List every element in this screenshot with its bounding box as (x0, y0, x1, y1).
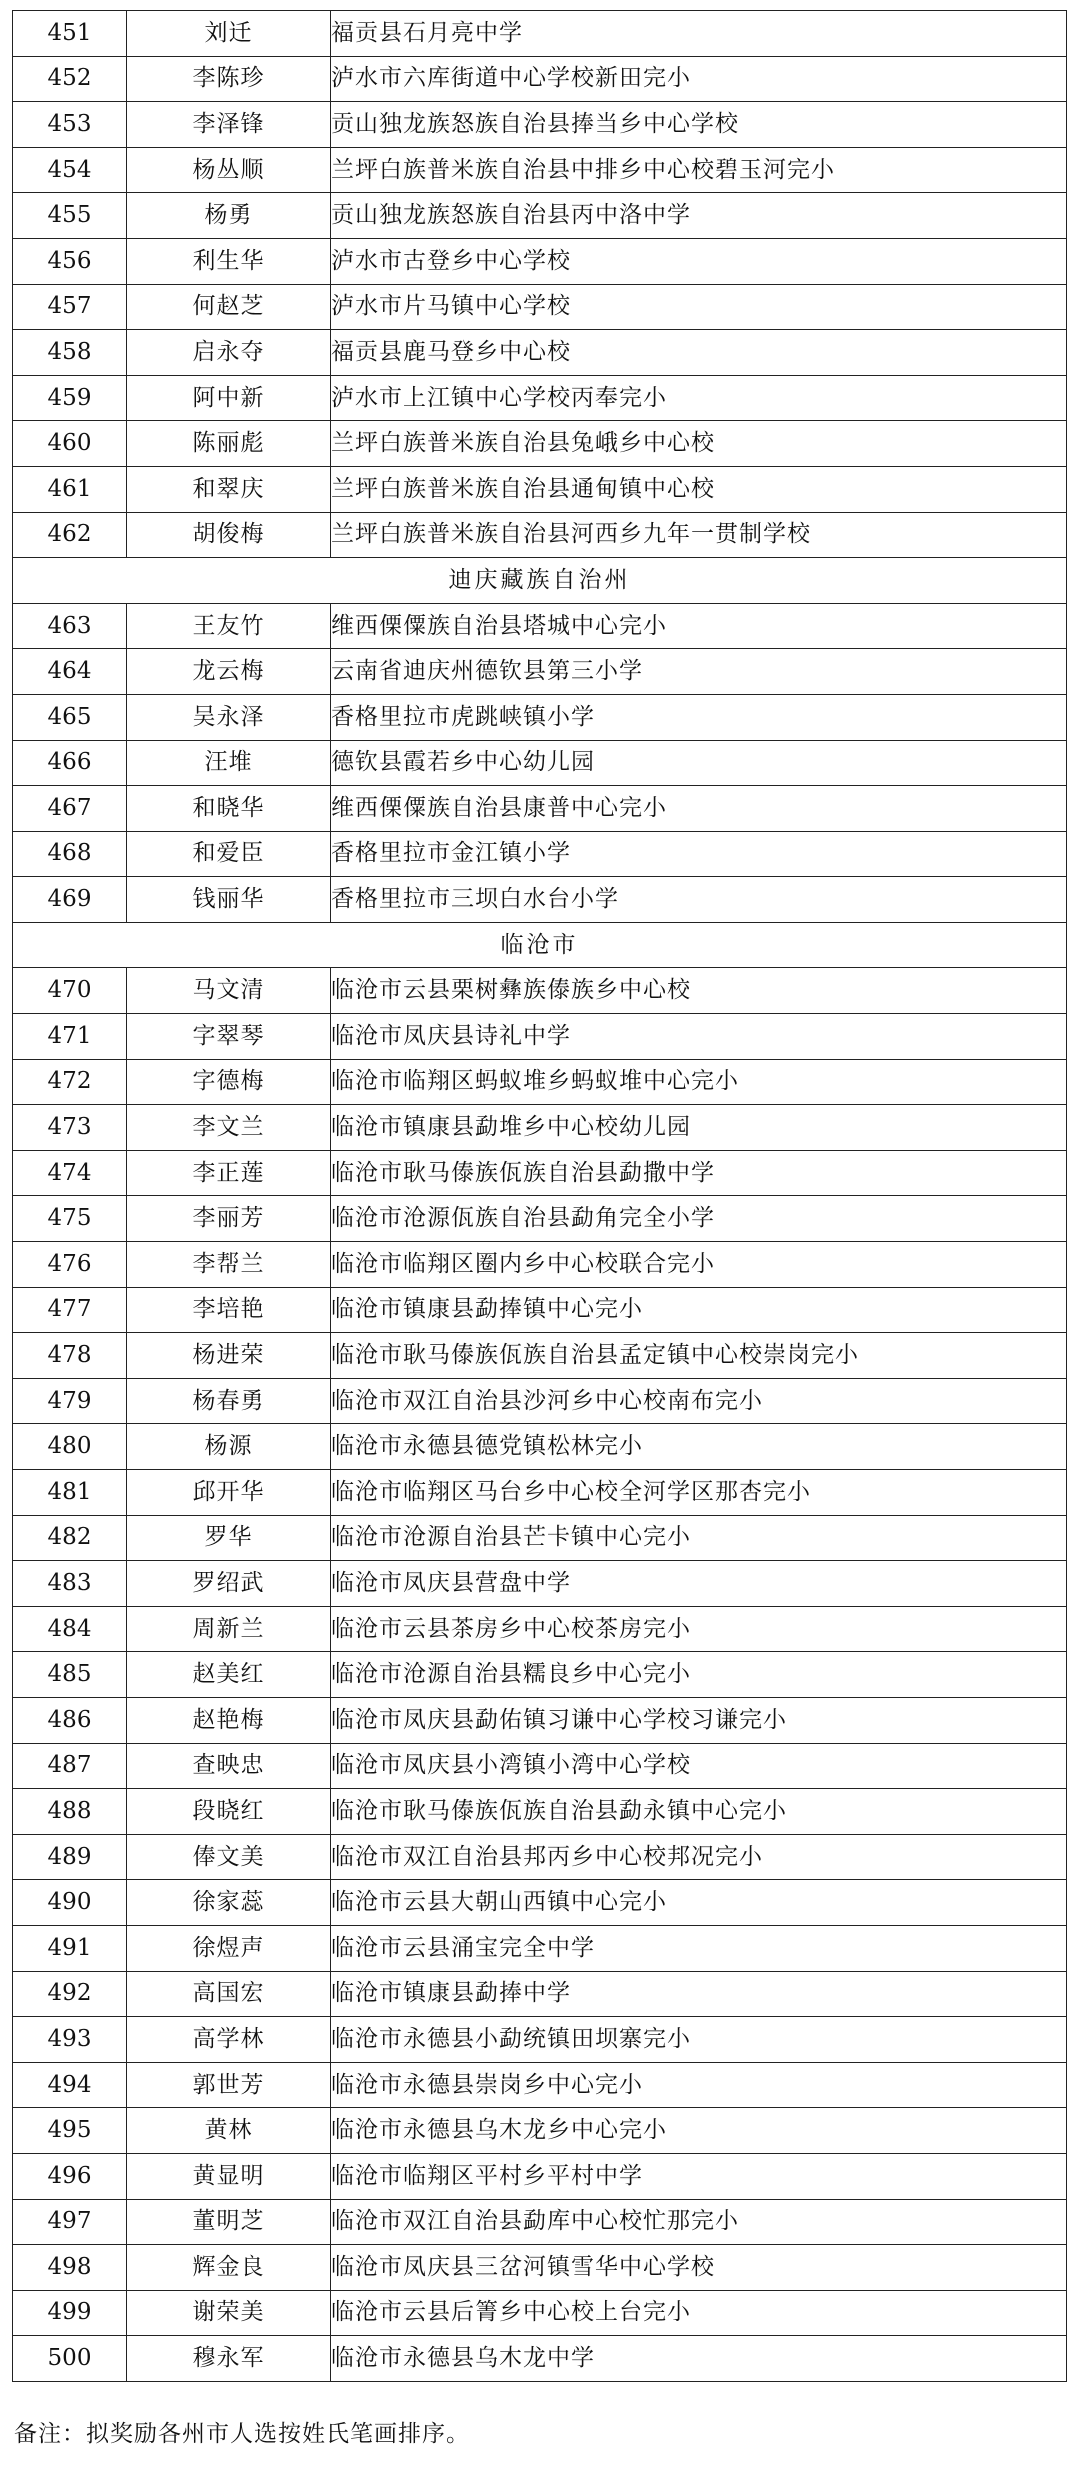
school-name: 临沧市永德县崇岗乡中心完小 (331, 2062, 1067, 2108)
row-number: 488 (13, 1789, 127, 1835)
person-name: 董明芝 (127, 2199, 331, 2245)
table-row (13, 421, 1067, 467)
school-name: 临沧市沧源自治县芒卡镇中心完小 (331, 1515, 1067, 1561)
person-name: 陈丽彪 (127, 421, 331, 467)
table-row (13, 147, 1067, 193)
table-row (13, 512, 1067, 558)
row-number: 485 (13, 1652, 127, 1698)
person-name: 李文兰 (127, 1105, 331, 1151)
person-name: 罗绍武 (127, 1561, 331, 1607)
person-name: 胡俊梅 (127, 512, 331, 558)
row-number: 451 (13, 11, 127, 57)
table-row (13, 740, 1067, 786)
row-number: 460 (13, 421, 127, 467)
person-name: 启永夺 (127, 330, 331, 376)
row-number: 497 (13, 2199, 127, 2245)
row-number: 464 (13, 649, 127, 695)
table-row (13, 375, 1067, 421)
person-name: 王友竹 (127, 603, 331, 649)
table-row (13, 102, 1067, 148)
table-row (13, 1925, 1067, 1971)
person-name: 利生华 (127, 238, 331, 284)
row-number: 479 (13, 1378, 127, 1424)
row-number: 486 (13, 1697, 127, 1743)
table-row (13, 284, 1067, 330)
school-name: 维西傈僳族自治县康普中心完小 (331, 786, 1067, 832)
school-name: 临沧市凤庆县小湾镇小湾中心学校 (331, 1743, 1067, 1789)
person-name: 赵艳梅 (127, 1697, 331, 1743)
school-name: 临沧市云县涌宝完全中学 (331, 1925, 1067, 1971)
row-number: 474 (13, 1150, 127, 1196)
school-name: 临沧市沧源自治县糯良乡中心完小 (331, 1652, 1067, 1698)
row-number: 458 (13, 330, 127, 376)
person-name: 郭世芳 (127, 2062, 331, 2108)
person-name: 高国宏 (127, 1971, 331, 2017)
school-name: 临沧市凤庆县诗礼中学 (331, 1014, 1067, 1060)
row-number: 468 (13, 831, 127, 877)
table-row (13, 1515, 1067, 1561)
row-number: 493 (13, 2017, 127, 2063)
person-name: 杨源 (127, 1424, 331, 1470)
school-name: 泸水市古登乡中心学校 (331, 238, 1067, 284)
person-name: 高学林 (127, 2017, 331, 2063)
table-row (13, 1652, 1067, 1698)
table-row (13, 694, 1067, 740)
table-row (13, 1333, 1067, 1379)
person-name: 俸文美 (127, 1834, 331, 1880)
row-number: 496 (13, 2153, 127, 2199)
table-row (13, 1014, 1067, 1060)
person-name: 吴永泽 (127, 694, 331, 740)
school-name: 香格里拉市三坝白水台小学 (331, 877, 1067, 923)
table-row (13, 1561, 1067, 1607)
row-number: 491 (13, 1925, 127, 1971)
person-name: 李正莲 (127, 1150, 331, 1196)
person-name: 何赵芝 (127, 284, 331, 330)
person-name: 李泽锋 (127, 102, 331, 148)
school-name: 临沧市临翔区蚂蚁堆乡蚂蚁堆中心完小 (331, 1059, 1067, 1105)
row-number: 470 (13, 968, 127, 1014)
school-name: 临沧市双江自治县邦丙乡中心校邦况完小 (331, 1834, 1067, 1880)
region-name: 临沧市 (13, 922, 1067, 968)
table-row (13, 2017, 1067, 2063)
table-row (13, 466, 1067, 512)
row-number: 454 (13, 147, 127, 193)
person-name: 钱丽华 (127, 877, 331, 923)
row-number: 453 (13, 102, 127, 148)
row-number: 500 (13, 2336, 127, 2382)
school-name: 香格里拉市金江镇小学 (331, 831, 1067, 877)
person-name: 谢荣美 (127, 2290, 331, 2336)
row-number: 455 (13, 193, 127, 239)
row-number: 478 (13, 1333, 127, 1379)
table-row (13, 1697, 1067, 1743)
school-name: 泸水市上江镇中心学校丙奉完小 (331, 375, 1067, 421)
row-number: 495 (13, 2108, 127, 2154)
school-name: 临沧市临翔区圈内乡中心校联合完小 (331, 1242, 1067, 1288)
row-number: 471 (13, 1014, 127, 1060)
table-row (13, 1105, 1067, 1151)
school-name: 临沧市镇康县勐堆乡中心校幼儿园 (331, 1105, 1067, 1151)
table-row (13, 831, 1067, 877)
person-name: 杨勇 (127, 193, 331, 239)
row-number: 465 (13, 694, 127, 740)
school-name: 临沧市沧源佤族自治县勐角完全小学 (331, 1196, 1067, 1242)
table-row (13, 1196, 1067, 1242)
table-row (13, 193, 1067, 239)
person-name: 杨春勇 (127, 1378, 331, 1424)
table-row (13, 1834, 1067, 1880)
school-name: 临沧市永德县小勐统镇田坝寨完小 (331, 2017, 1067, 2063)
row-number: 476 (13, 1242, 127, 1288)
table-row (13, 786, 1067, 832)
table-row (13, 1242, 1067, 1288)
table-row (13, 11, 1067, 57)
school-name: 临沧市耿马傣族佤族自治县孟定镇中心校崇岗完小 (331, 1333, 1067, 1379)
school-name: 云南省迪庆州德钦县第三小学 (331, 649, 1067, 695)
school-name: 贡山独龙族怒族自治县丙中洛中学 (331, 193, 1067, 239)
school-name: 泸水市六库街道中心学校新田完小 (331, 56, 1067, 102)
table-row (13, 2290, 1067, 2336)
school-name: 福贡县鹿马登乡中心校 (331, 330, 1067, 376)
school-name: 泸水市片马镇中心学校 (331, 284, 1067, 330)
region-header-row (13, 558, 1067, 604)
table-row (13, 1378, 1067, 1424)
school-name: 临沧市永德县乌木龙乡中心完小 (331, 2108, 1067, 2154)
row-number: 475 (13, 1196, 127, 1242)
school-name: 临沧市凤庆县营盘中学 (331, 1561, 1067, 1607)
school-name: 临沧市临翔区平村乡平村中学 (331, 2153, 1067, 2199)
table-row (13, 1424, 1067, 1470)
person-name: 杨进荣 (127, 1333, 331, 1379)
school-name: 临沧市云县后箐乡中心校上台完小 (331, 2290, 1067, 2336)
row-number: 462 (13, 512, 127, 558)
person-name: 和晓华 (127, 786, 331, 832)
row-number: 452 (13, 56, 127, 102)
school-name: 临沧市凤庆县勐佑镇习谦中心学校习谦完小 (331, 1697, 1067, 1743)
person-name: 段晓红 (127, 1789, 331, 1835)
row-number: 494 (13, 2062, 127, 2108)
person-name: 李丽芳 (127, 1196, 331, 1242)
row-number: 473 (13, 1105, 127, 1151)
person-name: 黄林 (127, 2108, 331, 2154)
row-number: 459 (13, 375, 127, 421)
table-row (13, 968, 1067, 1014)
row-number: 461 (13, 466, 127, 512)
roster-body (13, 11, 1067, 2382)
row-number: 492 (13, 1971, 127, 2017)
row-number: 463 (13, 603, 127, 649)
person-name: 马文清 (127, 968, 331, 1014)
person-name: 辉金良 (127, 2245, 331, 2291)
school-name: 临沧市双江自治县沙河乡中心校南布完小 (331, 1378, 1067, 1424)
person-name: 和爱臣 (127, 831, 331, 877)
table-row (13, 1971, 1067, 2017)
table-row (13, 238, 1067, 284)
school-name: 临沧市镇康县勐捧中学 (331, 1971, 1067, 2017)
table-row (13, 1880, 1067, 1926)
person-name: 李陈珍 (127, 56, 331, 102)
row-number: 498 (13, 2245, 127, 2291)
school-name: 德钦县霞若乡中心幼儿园 (331, 740, 1067, 786)
school-name: 临沧市双江自治县勐库中心校忙那完小 (331, 2199, 1067, 2245)
person-name: 徐煜声 (127, 1925, 331, 1971)
person-name: 邱开华 (127, 1470, 331, 1516)
row-number: 489 (13, 1834, 127, 1880)
school-name: 临沧市镇康县勐捧镇中心完小 (331, 1287, 1067, 1333)
table-row (13, 1606, 1067, 1652)
person-name: 字翠琴 (127, 1014, 331, 1060)
table-row (13, 877, 1067, 923)
table-row (13, 2336, 1067, 2382)
region-name: 迪庆藏族自治州 (13, 558, 1067, 604)
table-row (13, 2062, 1067, 2108)
school-name: 临沧市云县茶房乡中心校茶房完小 (331, 1606, 1067, 1652)
table-row (13, 649, 1067, 695)
school-name: 兰坪白族普米族自治县兔峨乡中心校 (331, 421, 1067, 467)
row-number: 487 (13, 1743, 127, 1789)
school-name: 临沧市永德县乌木龙中学 (331, 2336, 1067, 2382)
row-number: 469 (13, 877, 127, 923)
person-name: 杨丛顺 (127, 147, 331, 193)
school-name: 临沧市云县大朝山西镇中心完小 (331, 1880, 1067, 1926)
school-name: 临沧市云县栗树彝族傣族乡中心校 (331, 968, 1067, 1014)
row-number: 482 (13, 1515, 127, 1561)
table-row (13, 2245, 1067, 2291)
table-row (13, 1059, 1067, 1105)
table-row (13, 1150, 1067, 1196)
table-row (13, 2199, 1067, 2245)
person-name: 字德梅 (127, 1059, 331, 1105)
person-name: 阿中新 (127, 375, 331, 421)
row-number: 457 (13, 284, 127, 330)
row-number: 490 (13, 1880, 127, 1926)
school-name: 临沧市永德县德党镇松林完小 (331, 1424, 1067, 1470)
row-number: 467 (13, 786, 127, 832)
person-name: 罗华 (127, 1515, 331, 1561)
table-row (13, 603, 1067, 649)
person-name: 穆永军 (127, 2336, 331, 2382)
row-number: 466 (13, 740, 127, 786)
person-name: 黄显明 (127, 2153, 331, 2199)
person-name: 汪堆 (127, 740, 331, 786)
footnote: 备注：拟奖励各州市人选按姓氏笔画排序。 (14, 2421, 470, 2447)
row-number: 483 (13, 1561, 127, 1607)
school-name: 福贡县石月亮中学 (331, 11, 1067, 57)
school-name: 兰坪白族普米族自治县河西乡九年一贯制学校 (331, 512, 1067, 558)
row-number: 477 (13, 1287, 127, 1333)
table-row (13, 330, 1067, 376)
person-name: 龙云梅 (127, 649, 331, 695)
region-header-row (13, 922, 1067, 968)
person-name: 周新兰 (127, 1606, 331, 1652)
row-number: 484 (13, 1606, 127, 1652)
table-row (13, 1470, 1067, 1516)
row-number: 481 (13, 1470, 127, 1516)
table-row (13, 1743, 1067, 1789)
table-row (13, 1789, 1067, 1835)
table-row (13, 2153, 1067, 2199)
school-name: 兰坪白族普米族自治县通甸镇中心校 (331, 466, 1067, 512)
school-name: 临沧市凤庆县三岔河镇雪华中心学校 (331, 2245, 1067, 2291)
table-row (13, 56, 1067, 102)
person-name: 赵美红 (127, 1652, 331, 1698)
row-number: 472 (13, 1059, 127, 1105)
school-name: 贡山独龙族怒族自治县捧当乡中心学校 (331, 102, 1067, 148)
person-name: 李帮兰 (127, 1242, 331, 1288)
person-name: 查映忠 (127, 1743, 331, 1789)
person-name: 徐家蕊 (127, 1880, 331, 1926)
row-number: 480 (13, 1424, 127, 1470)
table-row (13, 2108, 1067, 2154)
person-name: 和翠庆 (127, 466, 331, 512)
person-name: 刘迁 (127, 11, 331, 57)
award-roster-table (12, 10, 1067, 2382)
school-name: 香格里拉市虎跳峡镇小学 (331, 694, 1067, 740)
school-name: 临沧市临翔区马台乡中心校全河学区那杏完小 (331, 1470, 1067, 1516)
row-number: 499 (13, 2290, 127, 2336)
row-number: 456 (13, 238, 127, 284)
school-name: 维西傈僳族自治县塔城中心完小 (331, 603, 1067, 649)
school-name: 兰坪白族普米族自治县中排乡中心校碧玉河完小 (331, 147, 1067, 193)
school-name: 临沧市耿马傣族佤族自治县勐永镇中心完小 (331, 1789, 1067, 1835)
person-name: 李培艳 (127, 1287, 331, 1333)
school-name: 临沧市耿马傣族佤族自治县勐撒中学 (331, 1150, 1067, 1196)
table-row (13, 1287, 1067, 1333)
